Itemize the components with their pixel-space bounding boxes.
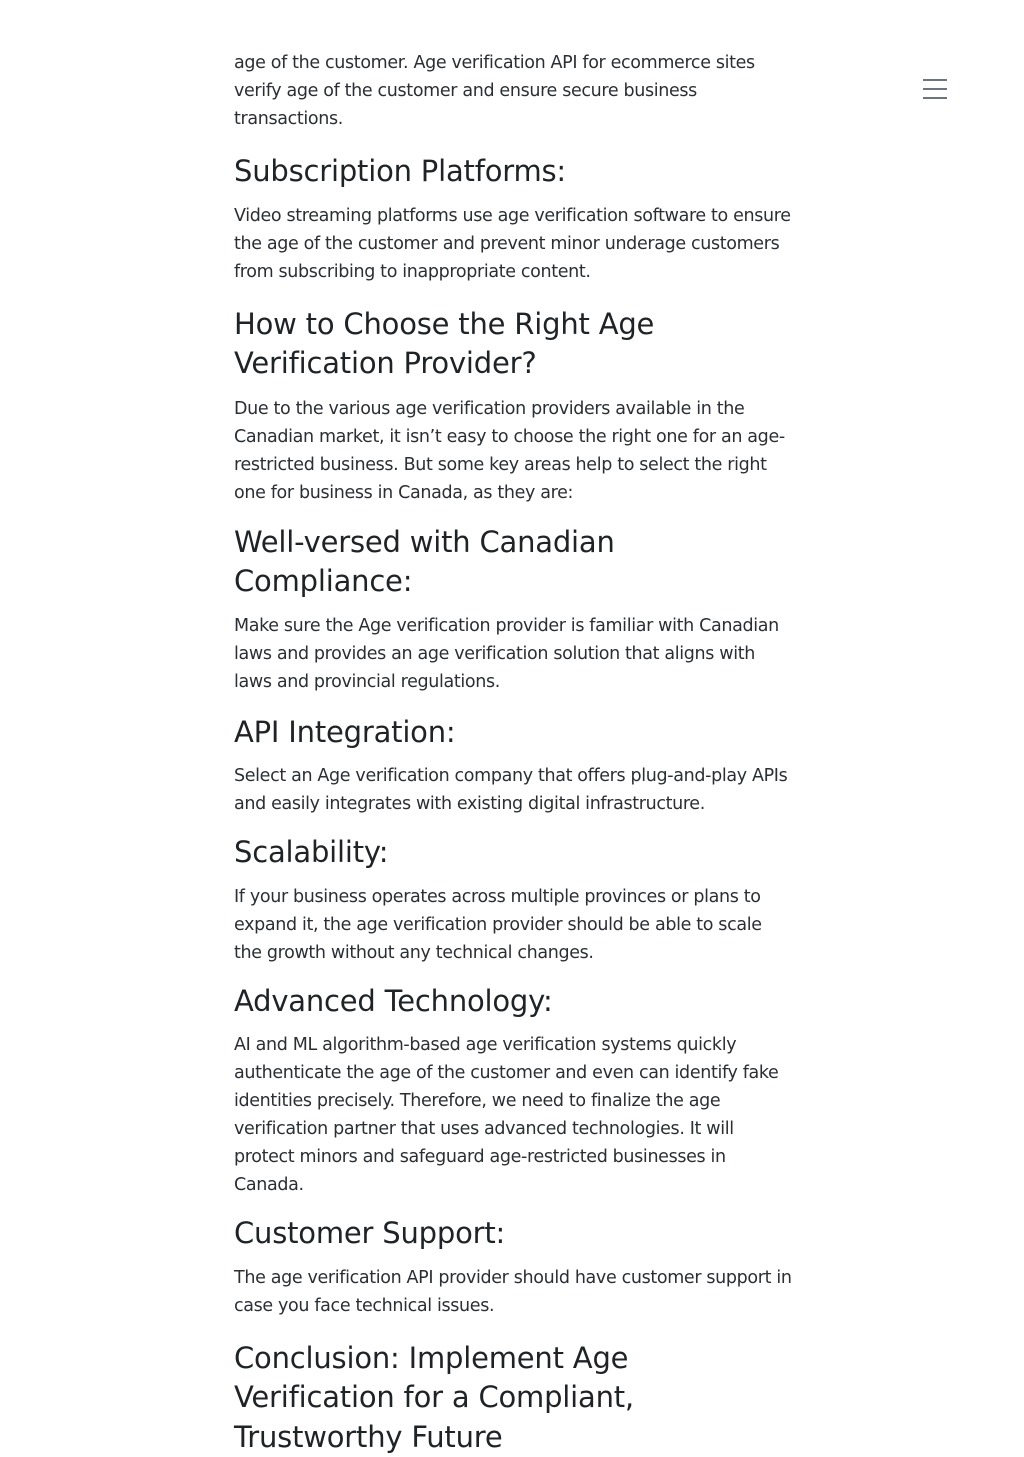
paragraph-advanced-technology: AI and ML algorithm-based age verification systems quickly authenticate the age of the customer and even can identify fake identities precisely. Therefore, we need to finalize the age verification partner that uses advanced technologies. It will protect minors and safeguard age-restricted businesses in Canada.: [234, 1031, 794, 1199]
paragraph-api-integration: Select an Age verification company that offers plug-and-play APIs and easily integrates with existing digital infrastructure.: [234, 762, 794, 818]
menu-button[interactable]: [920, 76, 950, 102]
paragraph-customer-support: The age verification API provider should have customer support in case you face technical issues.: [234, 1264, 794, 1320]
heading-api-integration: API Integration:: [234, 713, 794, 753]
intro-paragraph: age of the customer. Age verification API for ecommerce sites verify age of the customer and ensure secure business transactions.: [234, 49, 794, 133]
heading-canadian-compliance: Well-versed with Canadian Compliance:: [234, 523, 794, 602]
heading-subscription-platforms: Subscription Platforms:: [234, 152, 794, 192]
heading-customer-support: Customer Support:: [234, 1214, 794, 1254]
heading-conclusion: Conclusion: Implement Age Verification for a Compliant, Trustworthy Future: [234, 1339, 794, 1457]
hamburger-menu-icon: [920, 76, 950, 102]
paragraph-choose-provider: Due to the various age verification providers available in the Canadian market, it isn’t easy to choose the right one for an age-restricted business. But some key areas help to select the right one for business in Canada, as they are:: [234, 395, 794, 507]
heading-choose-provider: How to Choose the Right Age Verification Provider?: [234, 305, 794, 384]
paragraph-scalability: If your business operates across multiple provinces or plans to expand it, the age verification provider should be able to scale the growth without any technical changes.: [234, 883, 794, 967]
heading-advanced-technology: Advanced Technology:: [234, 982, 794, 1022]
article-content: [234, 49, 794, 1457]
paragraph-canadian-compliance: Make sure the Age verification provider is familiar with Canadian laws and provides an age verification solution that aligns with laws and provincial regulations.: [234, 612, 794, 696]
heading-scalability: Scalability:: [234, 833, 794, 873]
paragraph-subscription-platforms: Video streaming platforms use age verification software to ensure the age of the customer and prevent minor underage customers from subscribing to inappropriate content.: [234, 202, 794, 286]
